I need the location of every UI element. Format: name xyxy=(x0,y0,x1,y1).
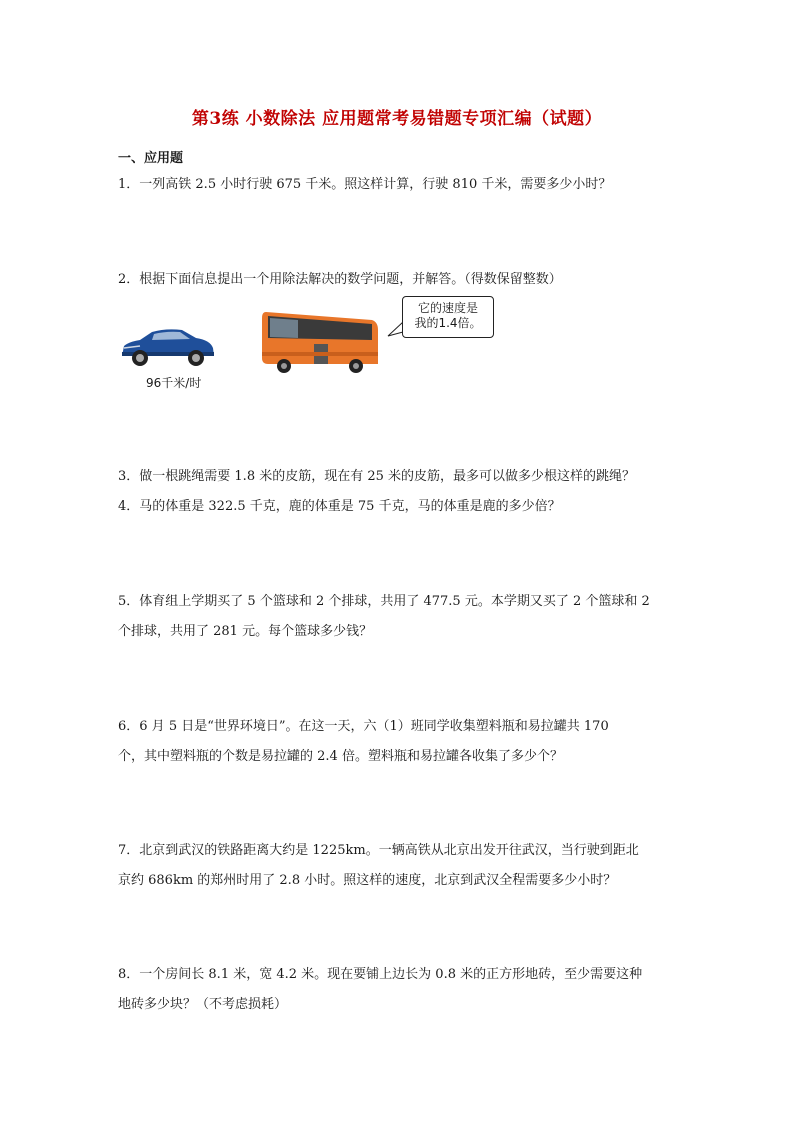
car-image xyxy=(118,322,216,370)
section-heading: 一、应用题 xyxy=(118,151,184,166)
bus-image xyxy=(258,308,380,374)
question-6: 6．6 月 5 日是“世界环境日”。在这一天，六（1）班同学收集塑料瓶和易拉罐共 170 个，其中塑料瓶的个数是易拉罐的 2.4 倍。塑料瓶和易拉罐各收集了多少个？ xyxy=(118,719,609,764)
question-7: 7．北京到武汉的铁路距离大约是 1225km。一辆高铁从北京出发开往武汉，当行驶到距北 京约 686km 的郑州时用了 2.8 小时。照这样的速度，北京到武汉全程需要多少小时？ xyxy=(118,843,639,888)
question-5: 5．体育组上学期买了 5 个篮球和 2 个排球，共用了 477.5 元。本学期又买了 2 个篮球和 2 个排球，共用了 281 元。每个篮球多少钱？ xyxy=(118,594,650,639)
question-2: 2．根据下面信息提出一个用除法解决的数学问题，并解答。（得数保留整数） xyxy=(118,272,562,287)
question-1: 1．一列高铁 2.5 小时行驶 675 千米。照这样计算，行驶 810 千米，需要多少小时？ xyxy=(118,177,612,192)
speech-bubble: 它的速度是 我的1.4倍。 xyxy=(402,296,494,338)
page-title: 第3练 小数除法 应用题常考易错题专项汇编（试题） xyxy=(191,109,603,129)
question-4: 4．马的体重是 322.5 千克，鹿的体重是 75 千克，马的体重是鹿的多少倍？ xyxy=(118,499,561,514)
question-3: 3．做一根跳绳需要 1.8 米的皮筋，现在有 25 米的皮筋，最多可以做多少根这样的跳绳？ xyxy=(118,469,636,484)
car-speed-caption: 96千米/时 xyxy=(146,376,202,390)
question-8: 8．一个房间长 8.1 米，宽 4.2 米。现在要铺上边长为 0.8 米的正方形地砖，至少需要这种 地砖多少块？（不考虑损耗） xyxy=(118,967,643,1012)
